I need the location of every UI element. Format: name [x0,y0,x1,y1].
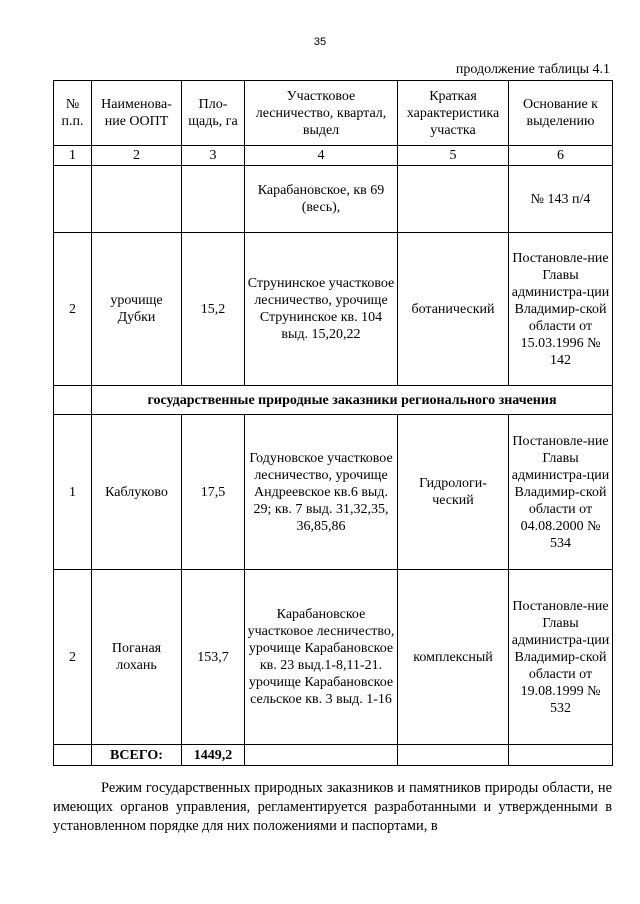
cell-basis: № 143 п/4 [509,166,613,233]
header-cell: Участковое лесничество, квартал, выдел [245,81,398,146]
cell-area: 17,5 [182,415,245,570]
cell-name: Каблуково [92,415,182,570]
cell-basis: Постановле-ние Главы администра-ции Владимир-ской области от 15.03.1996 № 142 [509,233,613,386]
cell-character: комплексный [398,570,509,745]
cell-name: Поганая лохань [92,570,182,745]
table-row [54,166,613,233]
column-number: 2 [92,146,182,166]
table-continuation-label: продолжение таблицы 4.1 [455,62,610,77]
column-number: 4 [245,146,398,166]
cell-character: Гидрологи-ческий [398,415,509,570]
cell-num: 2 [54,233,92,386]
column-number: 6 [509,146,613,166]
total-value: 1449,2 [182,745,245,766]
column-number: 5 [398,146,509,166]
cell-character: ботанический [398,233,509,386]
cell-location: Карабановское участковое лесничество, урочище Карабановское кв. 23 выд.1-8,11-21. урочище Карабановское сельское кв. 3 выд. 1-16 [245,570,398,745]
cell-empty [92,166,182,233]
table-row [54,570,613,745]
section-title: государственные природные заказники регионального значения [92,386,613,415]
cell-empty [54,745,92,766]
cell-area: 15,2 [182,233,245,386]
total-label: ВСЕГО: [92,745,182,766]
table-row [54,415,613,570]
column-number: 1 [54,146,92,166]
cell-basis: Постановле-ние Главы администра-ции Владимир-ской области от 04.08.2000 № 534 [509,415,613,570]
page-number: 35 [313,36,327,48]
header-cell: № п.п. [54,81,92,146]
cell-location: Годуновское участковое лесничество, урочище Андреевское кв.6 выд. 29; кв. 7 выд. 31,32,35, 36,85,86 [245,415,398,570]
header-cell: Основание к выделению [509,81,613,146]
column-number-row [54,146,613,166]
cell-area: 153,7 [182,570,245,745]
cell-location: Струнинское участковое лесничество, урочище Струнинское кв. 104 выд. 15,20,22 [245,233,398,386]
table-row [54,233,613,386]
total-row [54,745,613,766]
cell-basis: Постановле-ние Главы администра-ции Владимир-ской области от 19.08.1999 № 532 [509,570,613,745]
cell-empty [245,745,398,766]
cell-empty [182,166,245,233]
cell-empty [54,386,92,415]
cell-num: 1 [54,415,92,570]
header-cell: Наименова-ние ООПТ [92,81,182,146]
cell-num: 2 [54,570,92,745]
header-cell: Краткая характеристика участка [398,81,509,146]
section-row [54,386,613,415]
column-number: 3 [182,146,245,166]
cell-empty [509,745,613,766]
cell-empty [398,745,509,766]
cell-empty [54,166,92,233]
cell-name: урочище Дубки [92,233,182,386]
cell-location: Карабановское, кв 69 (весь), [245,166,398,233]
header-cell: Пло-щадь, га [182,81,245,146]
body-paragraph: Режим государственных природных заказников и памятников природы области, не имеющих органов управления, регламентируется разработанными и утвержденными в установленном порядке для них положениями и паспортами, в [53,780,612,834]
cell-empty [398,166,509,233]
protected-areas-table [53,80,613,766]
table-header-row [54,81,613,146]
